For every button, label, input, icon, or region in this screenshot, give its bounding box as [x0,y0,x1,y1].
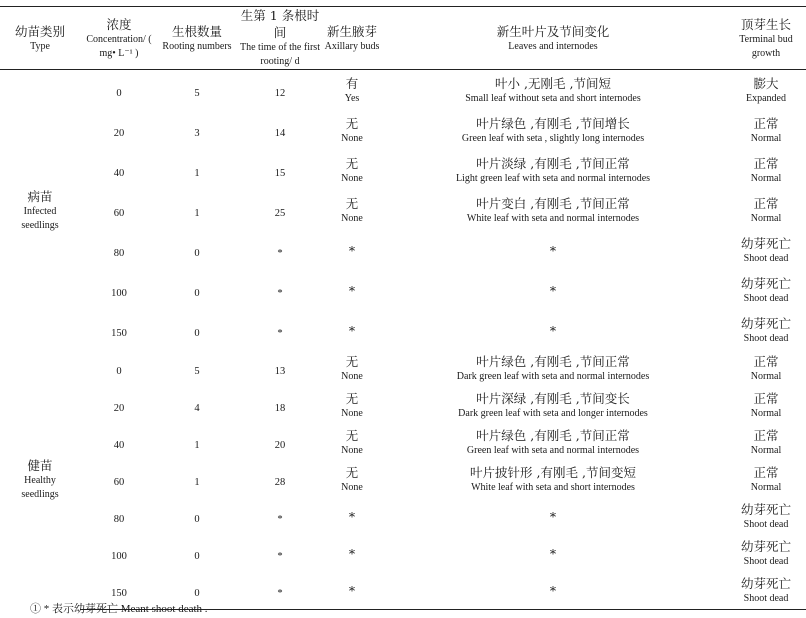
terminal-bud-cell-zh: 正常 [753,354,779,369]
rooting-number-cell-value: 4 [194,403,200,414]
header-rooting-numbers: 生根数量 Rooting numbers [158,7,236,70]
leaf-internode-cell-zh: 叶片深绿 ,有刚毛 ,节间变长 [476,391,630,406]
first-rooting-time-cell [236,424,324,461]
terminal-bud-cell-zh: 幼芽死亡 [740,235,791,251]
axillary-bud-cell [324,270,380,310]
terminal-bud-cell-zh: 膨大 [753,75,779,91]
table-row [0,461,806,498]
terminal-bud-cell-en: Normal [750,371,782,382]
table-row [0,270,806,310]
terminal-bud-cell [726,150,806,190]
axillary-bud-cell [324,498,380,535]
axillary-bud-cell [324,387,380,424]
axillary-bud-cell [324,310,380,350]
axillary-bud-cell-zh: * [348,583,356,598]
first-rooting-time-cell-value: * [277,327,283,339]
first-rooting-time-cell-value: 13 [274,366,286,377]
rooting-number-cell-value: 1 [194,477,200,488]
terminal-bud-cell [726,424,806,461]
leaf-internode-cell-en: White leaf with seta and short internodes [471,482,635,493]
rooting-number-cell-value: 0 [194,287,200,299]
terminal-bud-cell-zh: 正常 [753,195,779,211]
group-label-en: seedlings [21,219,59,231]
rooting-number-cell [158,387,236,424]
leaf-internode-cell [380,110,726,150]
leaf-internode-cell [380,230,726,270]
axillary-bud-cell-en: None [341,132,363,144]
header-axillary-buds: 新生腋芽 Axillary buds [324,7,380,70]
terminal-bud-cell-en: Normal [750,408,782,419]
first-rooting-time-cell-value: * [277,551,283,562]
concentration-cell [80,230,158,270]
first-rooting-time-cell [236,535,324,572]
terminal-bud-cell [726,70,806,111]
terminal-bud-cell-en: Shoot dead [743,252,789,264]
first-rooting-time-cell-value: 18 [274,403,286,414]
concentration-cell-value: 40 [113,167,125,179]
first-rooting-time-cell-value: 28 [274,477,286,488]
group-label-en: Infected [23,205,57,217]
terminal-bud-cell [726,190,806,230]
first-rooting-time-cell [236,310,324,350]
axillary-bud-cell-en: None [341,408,363,419]
terminal-bud-cell [726,387,806,424]
table-row [0,230,806,270]
terminal-bud-cell-en: Normal [750,482,782,493]
leaf-internode-cell-zh: * [549,583,557,598]
concentration-cell-value: 20 [113,403,125,414]
first-rooting-time-cell [236,270,324,310]
first-rooting-time-cell-value: 20 [274,440,286,451]
rooting-number-cell [158,230,236,270]
leaf-internode-cell-zh: 叶片披针形 ,有刚毛 ,节间变短 [470,465,636,480]
table-row [0,310,806,350]
leaf-internode-cell-zh: * [549,242,557,258]
leaf-internode-cell-en: Light green leaf with seta and normal internodes [455,172,651,184]
terminal-bud-cell [726,110,806,150]
axillary-bud-cell-en: None [341,172,363,184]
table-row [0,387,806,424]
leaf-internode-cell [380,150,726,190]
concentration-cell [80,387,158,424]
concentration-cell-value: 100 [111,287,127,299]
rooting-number-cell [158,270,236,310]
group-label-cell [0,350,80,610]
terminal-bud-cell-zh: 幼芽死亡 [740,576,791,591]
table-row [0,110,806,150]
first-rooting-time-cell-value: * [277,287,283,299]
leaf-internode-cell-zh: 叶小 ,无刚毛 ,节间短 [495,75,611,91]
concentration-cell-value: 150 [111,327,127,339]
rooting-number-cell-value: 5 [194,366,200,377]
concentration-cell-value: 60 [113,207,125,219]
rooting-number-cell [158,110,236,150]
rooting-number-cell [158,150,236,190]
axillary-bud-cell-en: None [341,371,363,382]
axillary-bud-cell [324,70,380,111]
concentration-cell-value: 80 [113,514,125,525]
axillary-bud-cell-zh: 无 [345,155,359,171]
terminal-bud-cell-zh: 幼芽死亡 [740,315,791,331]
axillary-bud-cell-zh: * [348,546,356,561]
terminal-bud-cell-zh: 幼芽死亡 [740,539,791,554]
terminal-bud-cell-en: Shoot dead [743,332,789,344]
concentration-cell-value: 100 [111,551,127,562]
concentration-cell-value: 0 [116,366,122,377]
rooting-number-cell-value: 5 [194,87,200,99]
table-row [0,498,806,535]
header-leaves-internodes: 新生叶片及节间变化 Leaves and internodes [380,7,726,70]
rooting-number-cell [158,70,236,111]
concentration-cell-value: 0 [116,87,122,99]
header-type: 幼苗类别 Type [0,7,80,70]
concentration-cell [80,70,158,111]
table-row [0,535,806,572]
header-first-rooting-time: 生第 1 条根时间 The time of the first rooting/ d [236,7,324,70]
leaf-internode-cell-en: Dark green leaf with seta and normal internodes [456,371,650,382]
concentration-cell-value: 150 [111,588,127,599]
concentration-cell-value: 60 [113,477,125,488]
leaf-internode-cell-zh: * [549,282,557,298]
leaf-internode-cell-zh: * [549,546,557,561]
leaf-internode-cell [380,498,726,535]
group-label-zh: 病苗 [27,188,53,204]
terminal-bud-cell-en: Shoot dead [743,593,789,604]
rooting-number-cell-value: 3 [194,127,200,139]
axillary-bud-cell-zh: 无 [345,195,359,211]
terminal-bud-cell [726,350,806,387]
axillary-bud-cell-zh: 无 [345,115,359,131]
terminal-bud-cell-zh: 幼芽死亡 [740,275,791,291]
axillary-bud-cell [324,461,380,498]
axillary-bud-cell-zh: 有 [345,75,359,91]
axillary-bud-cell [324,424,380,461]
rooting-number-cell-value: 0 [194,551,200,562]
axillary-bud-cell-zh: 无 [345,354,359,369]
terminal-bud-cell-en: Normal [750,132,782,144]
axillary-bud-cell [324,350,380,387]
leaf-internode-cell-zh: 叶片绿色 ,有刚毛 ,节间增长 [476,115,630,131]
terminal-bud-cell [726,535,806,572]
axillary-bud-cell-zh: * [348,282,356,298]
table-row [0,70,806,111]
first-rooting-time-cell [236,230,324,270]
axillary-bud-cell [324,190,380,230]
concentration-cell [80,350,158,387]
rooting-number-cell [158,310,236,350]
concentration-cell [80,424,158,461]
leaf-internode-cell-zh: 叶片变白 ,有刚毛 ,节间正常 [476,195,630,211]
first-rooting-time-cell [236,387,324,424]
concentration-cell [80,310,158,350]
terminal-bud-cell-zh: 正常 [753,428,779,443]
leaf-internode-cell-zh: 叶片绿色 ,有刚毛 ,节间正常 [476,428,630,443]
axillary-bud-cell-zh: 无 [345,428,359,443]
terminal-bud-cell-en: Expanded [746,92,786,104]
axillary-bud-cell-zh: * [348,242,356,258]
group-label-en: Healthy [24,475,56,487]
table-body [0,70,806,610]
terminal-bud-cell-en: Normal [750,445,782,456]
leaf-internode-cell [380,461,726,498]
leaf-internode-cell-zh: 叶片淡绿 ,有刚毛 ,节间正常 [476,155,630,171]
leaf-internode-cell [380,535,726,572]
axillary-bud-cell-en: None [341,482,363,493]
leaf-internode-cell-en: Dark green leaf with seta and longer internodes [458,408,648,419]
axillary-bud-cell-en: None [341,445,363,456]
rooting-number-cell [158,498,236,535]
rooting-number-cell [158,350,236,387]
first-rooting-time-cell-value: * [277,588,283,599]
leaf-internode-cell [380,350,726,387]
table-row [0,190,806,230]
rooting-number-cell [158,424,236,461]
first-rooting-time-cell [236,70,324,111]
leaf-internode-cell-en: Small leaf without seta and short internodes [465,92,641,104]
concentration-cell-value: 80 [113,247,125,259]
footnote: ① * 表示幼芽死亡 Meant shoot death . [30,603,208,615]
terminal-bud-cell-zh: 幼芽死亡 [740,502,791,517]
terminal-bud-cell-en: Shoot dead [743,292,789,304]
rooting-number-cell-value: 0 [194,247,200,259]
terminal-bud-cell-zh: 正常 [753,115,779,131]
terminal-bud-cell-en: Shoot dead [743,519,789,530]
terminal-bud-cell-en: Normal [750,172,782,184]
table-row [0,350,806,387]
terminal-bud-cell [726,572,806,610]
group-label-en: seedlings [21,489,59,501]
first-rooting-time-cell-value: 12 [274,87,286,99]
group-label-cell [0,70,80,351]
terminal-bud-cell-en: Shoot dead [743,556,789,567]
terminal-bud-cell-zh: 正常 [753,155,779,171]
axillary-bud-cell-en: None [341,212,363,224]
axillary-bud-cell-zh: * [348,322,356,338]
concentration-cell [80,150,158,190]
first-rooting-time-cell [236,498,324,535]
first-rooting-time-cell [236,150,324,190]
axillary-bud-cell-zh: 无 [345,391,359,406]
leaf-internode-cell-en: Green leaf with seta , slightly long internodes [461,132,645,144]
rooting-number-cell-value: 0 [194,588,200,599]
concentration-cell [80,498,158,535]
concentration-cell-value: 40 [113,440,125,451]
rooting-number-cell [158,190,236,230]
leaf-internode-cell [380,424,726,461]
first-rooting-time-cell [236,461,324,498]
concentration-cell [80,535,158,572]
first-rooting-time-cell-value: 15 [274,167,286,179]
terminal-bud-cell-zh: 正常 [753,465,779,480]
leaf-internode-cell [380,572,726,610]
terminal-bud-cell [726,461,806,498]
leaf-internode-cell-en: White leaf with seta and normal internodes [466,212,640,224]
leaf-internode-cell [380,70,726,111]
first-rooting-time-cell-value: * [277,514,283,525]
concentration-cell [80,110,158,150]
rooting-number-cell [158,461,236,498]
table-header [0,7,806,70]
leaf-internode-cell [380,190,726,230]
first-rooting-time-cell-value: 14 [274,127,286,139]
first-rooting-time-cell-value: 25 [274,207,286,219]
axillary-bud-cell [324,572,380,610]
table-row [0,424,806,461]
rooting-number-cell [158,535,236,572]
first-rooting-time-cell [236,350,324,387]
concentration-cell [80,461,158,498]
axillary-bud-cell-zh: 无 [345,465,359,480]
terminal-bud-cell [726,498,806,535]
axillary-bud-cell [324,110,380,150]
header-concentration: 浓度 Concentration/ ( mg• L⁻¹ ) [80,7,158,70]
rooting-number-cell-value: 1 [194,440,200,451]
rooting-number-cell-value: 0 [194,327,200,339]
terminal-bud-cell [726,230,806,270]
leaf-internode-cell [380,387,726,424]
leaf-internode-cell-zh: * [549,509,557,524]
results-table [0,6,806,610]
axillary-bud-cell-en: Yes [344,92,360,104]
axillary-bud-cell [324,535,380,572]
leaf-internode-cell-zh: * [549,322,557,338]
table-row [0,150,806,190]
axillary-bud-cell-zh: * [348,509,356,524]
first-rooting-time-cell-value: * [277,247,283,259]
first-rooting-time-cell [236,110,324,150]
leaf-internode-cell [380,310,726,350]
leaf-internode-cell-zh: 叶片绿色 ,有刚毛 ,节间正常 [476,354,630,369]
group-label-zh: 健苗 [27,458,53,474]
first-rooting-time-cell [236,572,324,610]
terminal-bud-cell-zh: 正常 [753,391,779,406]
terminal-bud-cell [726,270,806,310]
rooting-number-cell-value: 1 [194,167,200,179]
concentration-cell [80,270,158,310]
concentration-cell [80,190,158,230]
leaf-internode-cell [380,270,726,310]
axillary-bud-cell [324,230,380,270]
terminal-bud-cell-en: Normal [750,212,782,224]
leaf-internode-cell-en: Green leaf with seta and normal internodes [466,445,640,456]
rooting-number-cell-value: 1 [194,207,200,219]
terminal-bud-cell [726,310,806,350]
first-rooting-time-cell [236,190,324,230]
axillary-bud-cell [324,150,380,190]
rooting-number-cell-value: 0 [194,514,200,525]
concentration-cell-value: 20 [113,127,125,139]
header-terminal-bud: 顶芽生长 Terminal bud growth [726,7,806,70]
